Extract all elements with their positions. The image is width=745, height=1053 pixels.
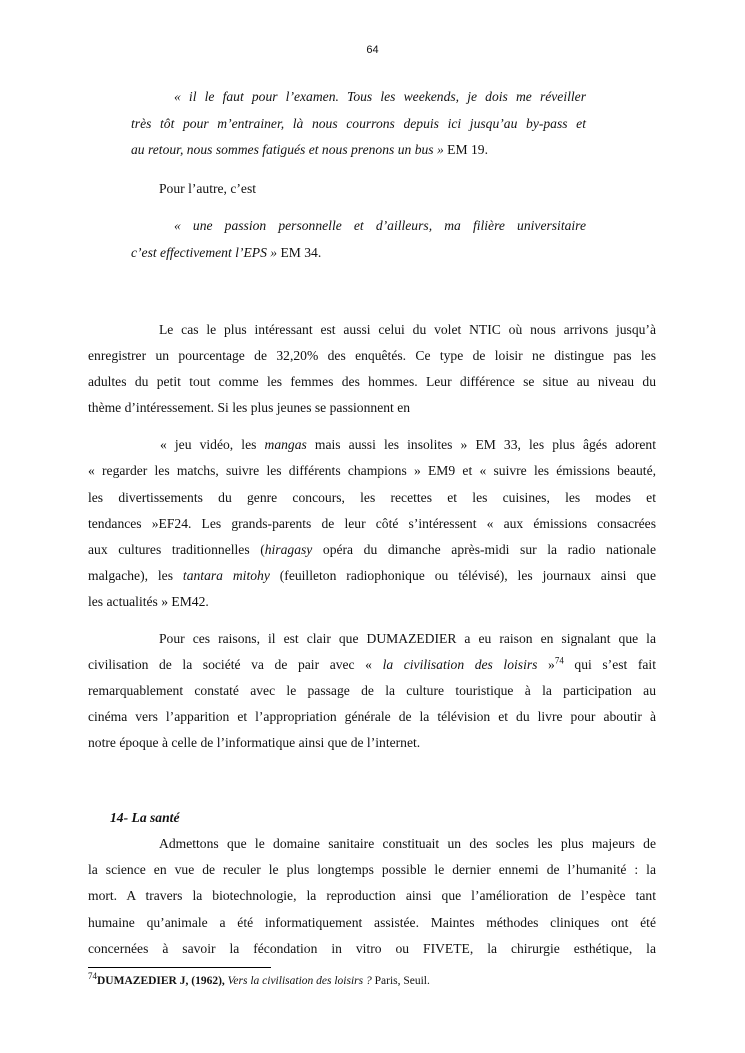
quote2-line2-text: c’est effectivement l’EPS » [131,245,278,260]
quote2-line1: « une passion personnelle et d’ailleurs, ma filière universitaire [174,218,586,233]
para-games-hiragasy: hiragasy [264,542,313,557]
footnote-author: DUMAZEDIER J, (1962), [97,975,228,987]
para-dumazedier-line: Pour ces raisons, il est clair que DUMAZEDIER a eu raison en signalant que la [159,631,656,646]
para-ntic-line: adultes du petit tout comme les femmes des hommes. Leur différence se situe au niveau du [88,374,656,389]
para-sante-line: humaine qu’animale a été informatiquement assistée. Maintes méthodes cliniques ont été [88,915,656,930]
footnote-separator [88,967,271,968]
quote1-line3-text: au retour, nous sommes fatigués et nous prenons un bus » [131,142,444,157]
para-games-text: « jeu vidéo, les [160,437,265,452]
section-heading: 14- La santé [110,810,180,825]
para-games-text: mais aussi les insolites » EM 33, les plus âgés adorent [306,437,656,452]
para-games-line [88,541,656,559]
para-dumazedier-text: civilisation de la société va de pair avec « [88,657,383,672]
para-dumazedier-line: cinéma vers l’apparition et l’appropriation générale de la télévision et du livre pour aboutir à [88,709,656,724]
para-games-text: opéra du dimanche après-midi sur la radio nationale [312,542,656,557]
para-games-mangas: mangas [264,437,307,452]
para-games-text: (feuilleton radiophonique ou télévisé), les journaux ainsi que [269,568,656,583]
page-number: 64 [366,44,379,56]
para-games-line: les divertissements du genre concours, les recettes et les cuisines, les modes et [88,490,656,505]
para-games-line [160,436,656,454]
para-games-line: les actualités » EM42. [88,594,209,609]
para-ntic-line: enregistrer un pourcentage de 32,20% des enquêtés. Ce type de loisir ne distingue pas les [88,348,656,363]
footnote-ref: 74 [554,655,564,666]
para-games-tantara: tantara mitohy [182,568,270,583]
para-sante-line: mort. A travers la biotechnologie, la reproduction ainsi que l’amélioration de l’espèce tant [88,888,656,903]
quote2-ref: EM 34. [277,245,322,260]
quote1-line1: « il le faut pour l’examen. Tous les weekends, je dois me réveiller [174,89,586,104]
para-games-text: aux cultures traditionnelles ( [88,542,265,557]
para-dumazedier-text: » [537,657,555,672]
para-games-line [88,567,656,585]
para-dumazedier-citation: la civilisation des loisirs [382,657,538,672]
para-sante-line: concernées à savoir la fécondation in vitro ou FIVETE, la chirurgie esthétique, la [88,941,656,956]
footnote-publisher: Paris, Seuil. [371,975,430,987]
para-sante-line: la science en vue de reculer le plus longtemps possible le dernier ennemi de l’humanité : la [88,862,656,877]
para-dumazedier-line: notre époque à celle de l’informatique ainsi que de l’internet. [88,735,421,750]
quote1-line3 [131,141,488,159]
quote1-line2: très tôt pour m’entrainer, là nous courrons depuis ici jusqu’au by-pass et [131,116,586,131]
footnote-number: 74 [88,971,97,982]
quote1-ref: EM 19. [443,142,488,157]
para-games-text: malgache), les [88,568,183,583]
intro-text: Pour l’autre, c’est [159,181,257,196]
para-dumazedier-line: remarquablement constaté avec le passage de la culture touristique à la participation au [88,683,656,698]
para-ntic-line: Le cas le plus intéressant est aussi celui du volet NTIC où nous arrivons jusqu’à [159,322,656,337]
para-games-line: tendances »EF24. Les grands-parents de leur côté s’intéressent « aux émissions consacrées [88,516,656,531]
footnote-title: Vers la civilisation des loisirs ? [227,975,372,987]
para-sante-line: Admettons que le domaine sanitaire constituait un des socles les plus majeurs de [159,836,656,851]
para-dumazedier-text: qui s’est fait [563,657,656,672]
para-games-line: « regarder les matchs, suivre les différents champions » EM9 et « suivre les émissions beauté, [88,463,656,478]
para-dumazedier-line [88,656,656,674]
para-ntic-line: thème d’intéressement. Si les plus jeunes se passionnent en [88,400,411,415]
quote2-line2 [131,244,321,262]
footnote [88,971,430,987]
